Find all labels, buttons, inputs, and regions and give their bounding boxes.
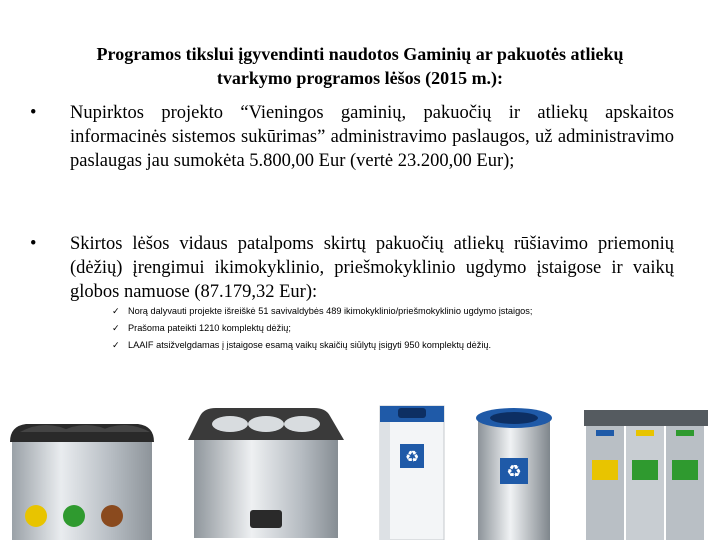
checklist-item: [112, 337, 702, 354]
bullet-item-sorting-bins: [30, 232, 674, 304]
green-label-icon: [672, 460, 698, 480]
checklist-item: [112, 320, 702, 337]
three-compartment-bin-image: [6, 412, 158, 540]
multi-section-recycling-station-image: [580, 404, 712, 540]
check-icon: ✓: [112, 340, 120, 350]
check-icon: ✓: [112, 306, 120, 316]
green-recycle-icon: [63, 505, 85, 527]
svg-text:♻: ♻: [404, 447, 420, 466]
checklist-text: Prašoma pateikti 1210 komplektų dėžių;: [128, 323, 291, 333]
checklist-text: Norą dalyvauti projekte išreiškė 51 savivaldybės 489 ikimokyklinio/priešmokyklinio ugdymo įstaigos;: [128, 306, 533, 316]
cylindrical-recycling-bin-image: [470, 400, 558, 540]
checklist-text: LAAIF atsižvelgdamas į įstaigose esamą vaikų skaičių siūlytų įsigyti 950 komplektų dėžių.: [128, 340, 492, 350]
bullet-text: Skirtos lėšos vidaus patalpoms skirtų pakuočių atliekų rūšiavimo priemonių (dėžių) įrengimui ikimokyklinio, priešmokyklinio ugdymo įstaigose ir vaikų globos namuose (87.179,32 Eur):: [70, 234, 674, 302]
blue-recycling-bin-image: [376, 400, 448, 540]
yellow-label-icon: [592, 460, 618, 480]
bullet-marker: •: [30, 103, 37, 123]
check-icon: ✓: [112, 323, 120, 333]
title-line-2: tvarkymo programos lėšos (2015 m.):: [216, 68, 504, 88]
pedal-bin-image: [180, 398, 350, 540]
bullet-marker: •: [30, 234, 37, 254]
pedal-icon: [250, 510, 282, 528]
checklist-item: [112, 303, 702, 320]
title-line-1: Programos tikslui įgyvendinti naudotos Gaminių ar pakuotės atliekų: [96, 44, 624, 64]
green-label-icon: [632, 460, 658, 480]
bullet-item-admin-services: [30, 101, 674, 173]
yellow-recycle-icon: [25, 505, 47, 527]
slide-title: [40, 42, 680, 90]
brown-recycle-icon: [101, 505, 123, 527]
svg-text:♻: ♻: [506, 462, 522, 482]
checklist: [112, 303, 702, 354]
bullet-text: Nupirktos projekto “Vieningos gaminių, pakuočių ir atliekų apskaitos informacinės sistemos sukūrimas” administravimo paslaugos, už administravimo paslaugas jau sumokėta 5.800,00 Eur (vertė 23.200,00 Eur);: [70, 103, 674, 171]
